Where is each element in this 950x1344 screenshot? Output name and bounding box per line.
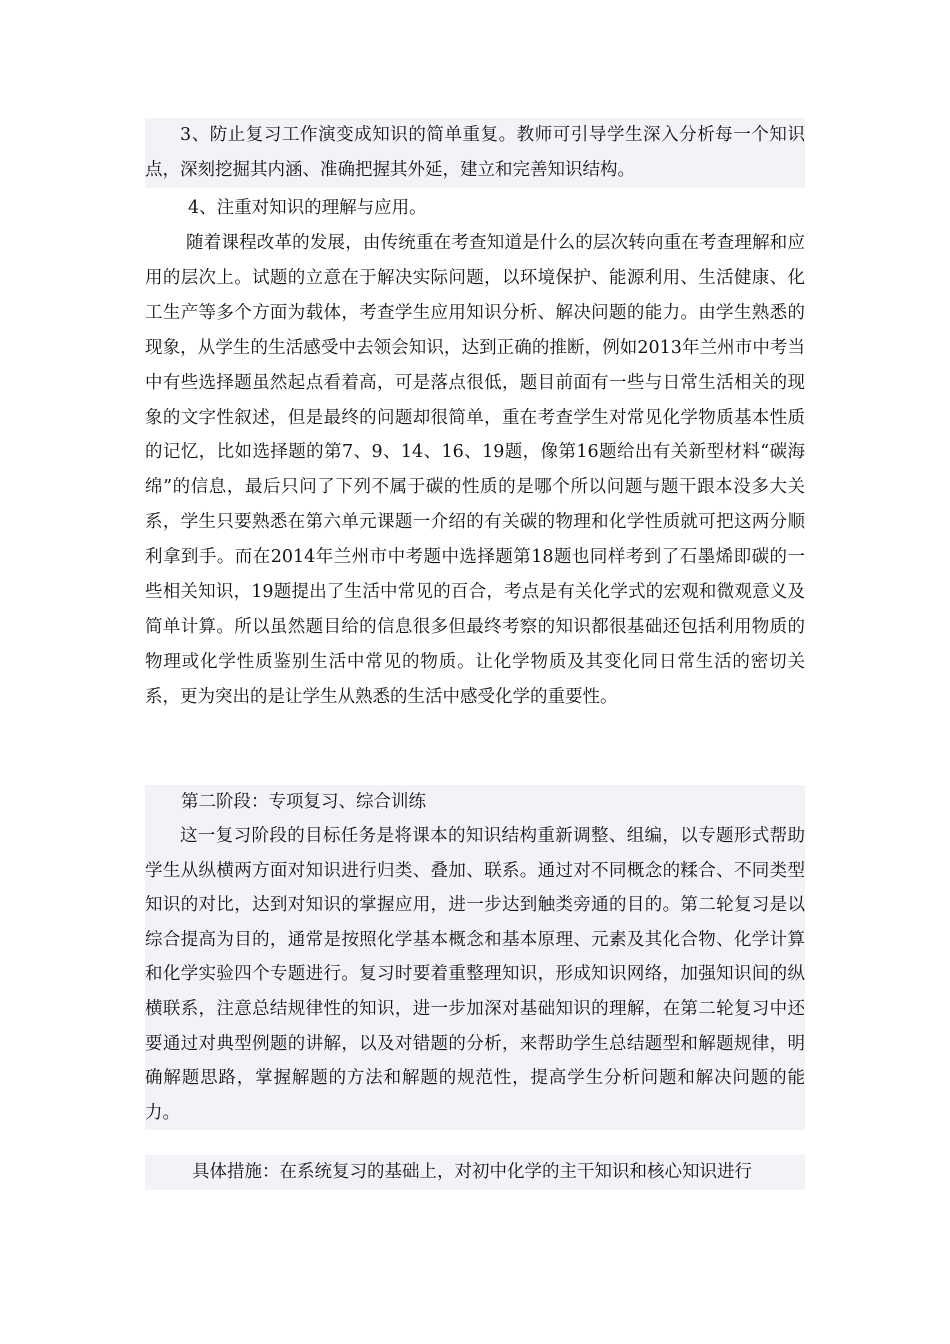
heading-4: 4、注重对知识的理解与应用。 (188, 198, 427, 218)
stage-2-paragraph: 这一复习阶段的目标任务是将课本的知识结构重新调整、组编，以专题形式帮助学生从纵横两方面对知识进行归类、叠加、联系。通过对不同概念的糅合、不同类型知识的对比，达到对知识的掌握应用，进一步达到触类旁通的目的。第二轮复习是以综合提高为目的，通常是按照化学基本概念和基本原理、元素及其化合物、化学计算和化学实验四个专题进行。复习时要着重整理知识，形成知识网络，加强知识间的纵横联系，注意总结规律性的知识，进一步加深对基础知识的理解，在第二轮复习中还要通过对典型例题的讲解，以及对错题的分析，来帮助学生总结题型和解题规律，明确解题思路，掌握解题的方法和解题的规范性，提高学生分析问题和解决问题的能力。 (145, 826, 805, 1123)
paragraph-3: 3、防止复习工作演变成知识的简单重复。教师可引导学生深入分析每一个知识点，深刻挖掘其内涵、准确把握其外延，建立和完善知识结构。 (145, 125, 805, 180)
stage-2-paragraph-block (145, 819, 805, 1130)
stage-2-heading: 第二阶段：专项复习、综合训练 (181, 792, 426, 812)
paragraph-3-block (145, 118, 805, 188)
measures-paragraph: 具体措施：在系统复习的基础上，对初中化学的主干知识和核心知识进行 (192, 1162, 752, 1182)
measures-block (145, 1155, 805, 1190)
paragraph-4-block (145, 226, 805, 715)
heading-4-block (145, 191, 805, 226)
stage-2-heading-block (145, 785, 805, 820)
paragraph-4: 随着课程改革的发展，由传统重在考查知道是什么的层次转向重在考查理解和应用的层次上。试题的立意在于解决实际问题，以环境保护、能源利用、生活健康、化工生产等多个方面为载体，考查学生应用知识分析、解决问题的能力。由学生熟悉的现象，从学生的生活感受中去领会知识，达到正确的推断，例如2013年兰州市中考当中有些选择题虽然起点看着高，可是落点很低，题目前面有一些与日常生活相关的现象的文字性叙述，但是最终的问题却很简单，重在考查学生对常见化学物质基本性质的记忆，比如选择题的第7、9、14、16、19题，像第16题给出有关新型材料“碳海绵”的信息，最后只问了下列不属于碳的性质的是哪个所以问题与题干跟本没多大关系，学生只要熟悉在第六单元课题一介绍的有关碳的物理和化学性质就可把这两分顺利拿到手。而在2014年兰州市中考题中选择题第18题也同样考到了石墨烯即碳的一些相关知识，19题提出了生活中常见的百合，考点是有关化学式的宏观和微观意义及简单计算。所以虽然题目给的信息很多但最终考察的知识都很基础还包括利用物质的物理或化学性质鉴别生活中常见的物质。让化学物质及其变化同日常生活的密切关系，更为突出的是让学生从熟悉的生活中感受化学的重要性。 (145, 233, 805, 707)
